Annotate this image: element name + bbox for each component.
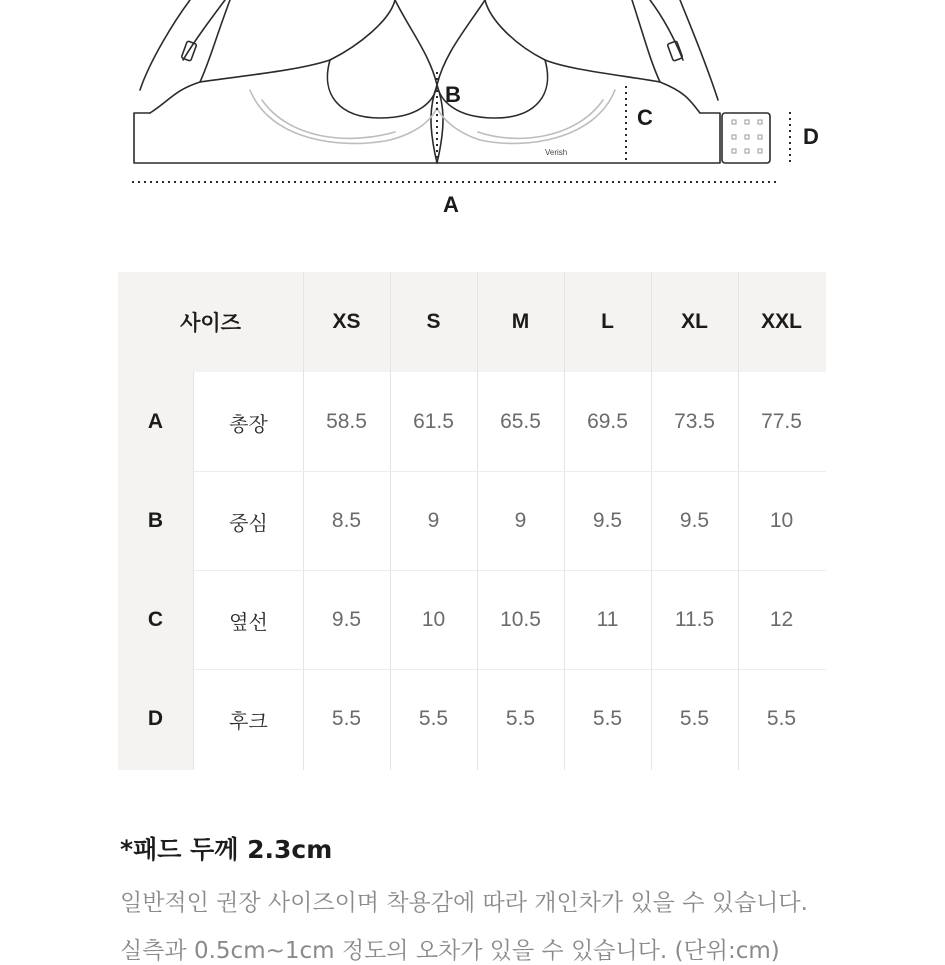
row-letter: D <box>147 707 164 730</box>
table-cell: 10 <box>421 608 446 631</box>
table-cell: 73.5 <box>674 410 715 433</box>
header-size-xs: XS <box>332 310 361 333</box>
table-cell: 9.5 <box>592 509 623 532</box>
row-letter: B <box>147 509 164 532</box>
table-cell: 5.5 <box>766 707 797 730</box>
header-size-label: 사이즈 <box>180 312 241 335</box>
table-cell: 9 <box>427 509 440 532</box>
table-cell: 12 <box>769 608 794 631</box>
left-cup <box>150 0 395 113</box>
bra-measurement-diagram <box>0 0 945 230</box>
row-name: 총장 <box>229 413 268 436</box>
header-size-s: S <box>426 310 441 333</box>
row-letter: C <box>147 608 164 631</box>
pad-thickness-note: *패드 두께 2.3cm <box>120 835 333 864</box>
row-name: 옆선 <box>229 611 268 634</box>
measurement-disclaimer: 실측과 0.5cm~1cm 정도의 오차가 있을 수 있습니다. (단위:cm) <box>120 938 780 964</box>
size-disclaimer: 일반적인 권장 사이즈이며 착용감에 따라 개인차가 있을 수 있습니다. <box>120 890 808 916</box>
table-cell: 11 <box>596 608 619 631</box>
label-b: B <box>445 82 461 107</box>
table-cell: 65.5 <box>500 410 541 433</box>
header-size-xxl: XXL <box>761 310 802 333</box>
size-table <box>118 272 826 770</box>
table-cell: 10 <box>769 509 794 532</box>
brand-logo: Verish <box>545 148 568 157</box>
left-strap <box>140 0 190 90</box>
table-cell: 5.5 <box>679 707 710 730</box>
right-strap <box>680 0 718 100</box>
table-cell: 69.5 <box>587 410 628 433</box>
table-cell: 8.5 <box>331 509 362 532</box>
table-cell: 11.5 <box>674 608 715 631</box>
header-size-l: L <box>601 310 614 333</box>
table-cell: 9 <box>514 509 527 532</box>
row-name: 후크 <box>229 710 268 733</box>
row-letter: A <box>147 410 164 433</box>
label-c: C <box>637 105 653 130</box>
table-cell: 5.5 <box>592 707 623 730</box>
table-cell: 5.5 <box>331 707 362 730</box>
table-cell: 9.5 <box>331 608 362 631</box>
table-cell: 5.5 <box>418 707 449 730</box>
table-cell: 61.5 <box>413 410 454 433</box>
label-a: A <box>443 192 459 217</box>
row-name: 중심 <box>229 512 268 535</box>
right-cup <box>485 0 700 113</box>
table-cell: 9.5 <box>679 509 710 532</box>
table-cell: 5.5 <box>505 707 536 730</box>
table-cell: 58.5 <box>326 410 367 433</box>
table-cell: 10.5 <box>500 608 541 631</box>
bra-illustration <box>0 0 945 230</box>
header-size-xl: XL <box>681 310 708 333</box>
header-size-m: M <box>511 310 530 333</box>
table-cell: 77.5 <box>761 410 802 433</box>
label-d: D <box>803 124 819 149</box>
